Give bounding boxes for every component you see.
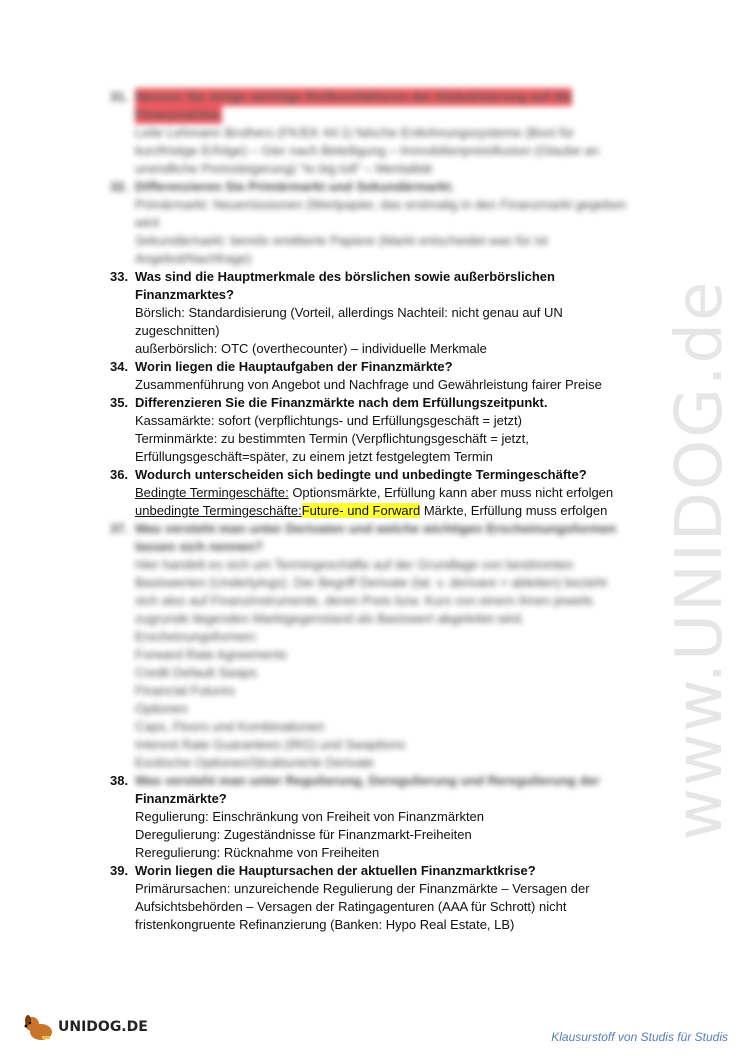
term-label: unbedingte Termingeschäfte: <box>135 503 302 518</box>
dog-mascot-icon <box>22 1012 56 1042</box>
answer-line: Sekundärmarkt: bereits emittierte Papiere (Markt entscheidet was für ist <box>135 233 548 248</box>
answer-line: Exotische Optionen/Strukturierte Derivate <box>135 755 375 770</box>
question-number: 39. <box>110 863 129 878</box>
question-title-line <box>110 268 670 286</box>
question-title-text: Finanzmärkte. <box>135 107 223 122</box>
answer-line: Börslich: Standardisierung (Vorteil, allerdings Nachteil: nicht genau auf UN <box>135 305 563 320</box>
highlighted-text: Future- und Forward <box>301 503 421 518</box>
question-title-text: lassen sich nennen? <box>135 539 263 554</box>
question-title-line <box>110 286 670 304</box>
question-37 <box>110 520 670 772</box>
question-title-text: Worin liegen die Hauptursachen der aktuellen Finanzmarktkrise? <box>135 863 536 878</box>
question-number <box>110 106 135 124</box>
question-title-line <box>110 106 670 124</box>
answer-line: Financial Futures <box>135 683 235 698</box>
question-number: 35. <box>110 395 129 410</box>
answer-line: Caps, Floors und Kombinationen <box>135 719 325 734</box>
question-39 <box>110 862 670 934</box>
answer-line: kurzfristige Erfolge) – Gier nach Beteiligung – Immobilienpreisillusion (Glaube an <box>135 143 599 158</box>
question-title-text: Differenzieren Sie die Finanzmärkte nach dem Erfüllungszeitpunkt. <box>135 395 548 410</box>
answer-line: Erscheinungsformen: <box>135 629 258 644</box>
answer-line: Reregulierung: Rücknahme von Freiheiten <box>135 845 380 860</box>
watermark: www.UNIDOG.de <box>663 279 737 841</box>
question-title-text: Finanzmärkte? <box>135 791 227 806</box>
question-number: 31. <box>110 89 129 104</box>
question-number: 32. <box>110 179 129 194</box>
question-35 <box>110 394 670 466</box>
answer-line: Credit Default Swaps <box>135 665 258 680</box>
question-number: 33. <box>110 269 129 284</box>
answer-line: Leite Lehmann Brothers (FK/EK 44:1) falsche Entlohnungssysteme (Boni für <box>135 125 575 140</box>
question-34 <box>110 358 670 394</box>
answer-text: Märkte, Erfüllung muss erfolgen <box>420 503 608 518</box>
answer-line: zugrunde liegenden Marktgegenstand als Basiswert abgeleitet wird. <box>135 611 525 626</box>
answer-line: fristenkongruente Refinanzierung (Banken: Hypo Real Estate, LB) <box>135 917 515 932</box>
question-title-line <box>110 358 670 376</box>
answer-line: Zusammenführung von Angebot und Nachfrage und Gewährleistung fairer Preise <box>135 377 602 392</box>
question-title-line <box>110 538 670 556</box>
question-title-text: Nennen Sie einige wichtige Einflussfaktoren der Globalisierung auf die <box>135 89 573 104</box>
answer-line: wird <box>135 215 159 230</box>
question-title-text: Was sind die Hauptmerkmale des börslichen sowie außerbörslichen <box>135 269 555 284</box>
question-title-text: Finanzmarktes? <box>135 287 234 302</box>
question-title-text: Was versteht man unter Derivaten und welche wichtigen Erscheinungsformen <box>135 521 617 536</box>
answer-line: Primärursachen: unzureichende Regulierung der Finanzmärkte – Versagen der <box>135 881 590 896</box>
term-label: Bedingte Termingeschäfte: <box>135 485 289 500</box>
question-title-text: Differenzieren Sie Primärmarkt und Sekundärmarkt. <box>135 179 455 194</box>
answer-line: Interest Rate Guarantees (IRG) und Swaptions <box>135 737 406 752</box>
question-title-text: Worin liegen die Hauptaufgaben der Finanzmärkte? <box>135 359 453 374</box>
answer-line: Regulierung: Einschränkung von Freiheit von Finanzmärkten <box>135 809 485 824</box>
answer-line: Deregulierung: Zugeständnisse für Finanzmarkt-Freiheiten <box>135 827 472 842</box>
answer-line: zugeschnitten) <box>135 323 220 338</box>
answer-line: Hier handelt es sich um Termingeschäfte auf der Grundlage von bestimmten <box>135 557 574 572</box>
answer-line: Erfüllungsgeschäft=später, zu einem jetzt festgelegtem Termin <box>135 449 493 464</box>
footer-logo <box>22 1012 148 1042</box>
question-title-line <box>110 466 670 484</box>
question-number: 37. <box>110 521 129 536</box>
question-title-line <box>110 520 670 538</box>
question-number <box>110 538 135 556</box>
answer-line <box>110 502 670 520</box>
question-31 <box>110 88 670 178</box>
footer-logo-text: UNIDOG.DE <box>58 1019 148 1035</box>
question-number <box>110 790 135 808</box>
question-title-line <box>110 88 670 106</box>
answer-line: unendliche Preissteigerung) "to big toll" – Mentalität <box>135 161 432 176</box>
question-number: 36. <box>110 467 129 482</box>
question-33 <box>110 268 670 358</box>
question-title-line <box>110 394 670 412</box>
answer-line <box>110 484 670 502</box>
question-number: 34. <box>110 359 129 374</box>
answer-line: Basiswerten (Underlyings). Der Begriff Derivate (lat. v. derivare = ableiten) bezieht <box>135 575 607 590</box>
question-32 <box>110 178 670 268</box>
question-38 <box>110 772 670 862</box>
question-title-line <box>110 772 670 790</box>
document-content <box>110 88 670 934</box>
question-number: 38. <box>110 773 129 788</box>
answer-line: Aufsichtsbehörden – Versagen der Ratingagenturen (AAA für Schrott) nicht <box>135 899 567 914</box>
answer-line: sich also auf Finanzinstrumente, deren Preis bzw. Kurs von einem ihnen jeweils <box>135 593 594 608</box>
question-number <box>110 286 135 304</box>
footer-tagline: Klausurstoff von Studis für Studis <box>551 1030 728 1044</box>
question-title-line <box>110 790 670 808</box>
answer-line: Primärmarkt: Neuemissionen (Wertpapier, das erstmalig in den Finanzmarkt gegeben <box>135 197 627 212</box>
answer-line: Angebot/Nachfrage) <box>135 251 252 266</box>
answer-text: Optionsmärkte, Erfüllung kann aber muss nicht erfolgen <box>288 485 614 500</box>
question-title-line <box>110 178 670 196</box>
answer-line: Kassamärkte: sofort (verpflichtungs- und Erfüllungsgeschäft = jetzt) <box>135 413 522 428</box>
question-title-line <box>110 862 670 880</box>
question-title-text: Wodurch unterscheiden sich bedingte und unbedingte Termingeschäfte? <box>135 467 587 482</box>
question-title-text: Was versteht man unter Regulierung, Deregulierung und Reregulierung der <box>135 773 600 788</box>
answer-line: Terminmärkte: zu bestimmten Termin (Verpflichtungsgeschäft = jetzt, <box>135 431 529 446</box>
answer-line: Forward Rate Agreements <box>135 647 287 662</box>
question-36 <box>110 466 670 520</box>
answer-line: Optionen <box>135 701 188 716</box>
answer-line: außerbörslich: OTC (overthecounter) – individuelle Merkmale <box>135 341 487 356</box>
